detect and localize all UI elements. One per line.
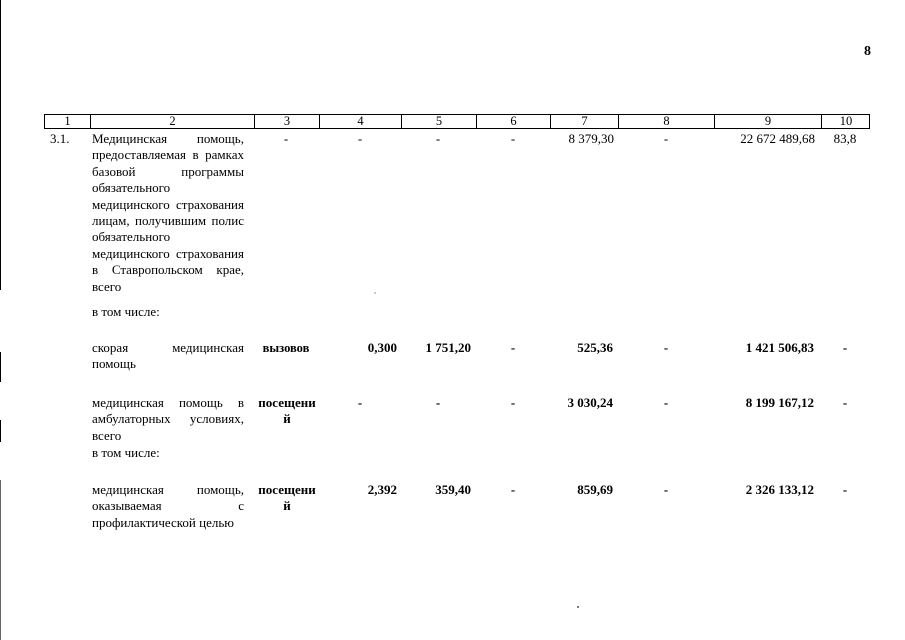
header-cell: 8 [663, 114, 670, 128]
unit-cell: посещений [258, 482, 316, 514]
value-cell: - [510, 482, 516, 497]
value-cell: 8 379,30 [568, 131, 614, 146]
value-cell: - [357, 131, 363, 146]
header-cell: 1 [64, 114, 71, 128]
row-number: 3.1. [50, 131, 70, 146]
value-cell: 2 326 133,12 [745, 482, 814, 497]
row-description: Медицинская помощь, предоставляемая в рамках базовой программы обязательного медицинского страхования лицам, получившим полис обязательного медицинского страхования в Ставропольском крае, всего [92, 131, 244, 294]
value-cell: - [510, 340, 516, 355]
scan-speck [577, 606, 579, 608]
header-cell: 10 [839, 114, 853, 128]
header-cell: 2 [169, 114, 176, 128]
unit-cell: посещений [258, 395, 316, 427]
value-cell: 1 421 506,83 [745, 340, 814, 355]
value-cell: - [842, 482, 848, 497]
value-cell: 525,36 [577, 340, 613, 355]
scan-speck [374, 292, 376, 294]
scan-edge-mark [0, 420, 1, 442]
table-header-row [44, 114, 870, 129]
unit-cell: вызовов [262, 341, 310, 355]
row-description: медицинская помощь в амбулаторных условиях, всего [92, 395, 244, 443]
row-description: скорая медицинская помощь [92, 340, 244, 372]
value-cell: - [842, 395, 848, 410]
value-cell: - [435, 131, 441, 146]
value-cell: 8 199 167,12 [745, 395, 814, 410]
value-cell: - [842, 340, 848, 355]
header-cell: 7 [581, 114, 588, 128]
page-number: 8 [864, 44, 871, 59]
value-cell: 2,392 [367, 482, 397, 497]
row-description-tail: в том числе: [92, 304, 160, 319]
value-cell: - [510, 395, 516, 410]
value-cell: 3 030,24 [567, 395, 613, 410]
header-cell: 5 [435, 114, 443, 128]
scan-edge-mark [0, 480, 1, 640]
value-cell: - [663, 395, 669, 410]
value-cell: 859,69 [577, 482, 613, 497]
value-cell: 1 751,20 [425, 340, 471, 355]
value-cell: 359,40 [435, 482, 471, 497]
value-cell: - [510, 131, 516, 146]
scan-edge-mark [0, 0, 1, 290]
value-cell: 83,8 [833, 131, 857, 146]
header-cell: 6 [510, 114, 517, 128]
row-description: медицинская помощь, оказываемая с профилактической целью [92, 482, 244, 530]
row-description-tail: в том числе: [92, 445, 160, 460]
scan-edge-mark [0, 352, 1, 382]
value-cell: 22 672 489,68 [740, 131, 815, 146]
value-cell: - [663, 340, 669, 355]
header-cell: 9 [764, 114, 772, 128]
value-cell: - [357, 395, 363, 410]
header-cell: 4 [357, 114, 364, 128]
value-cell: - [663, 482, 669, 497]
value-cell: - [663, 131, 669, 146]
header-cell: 3 [283, 114, 291, 128]
value-cell: - [435, 395, 441, 410]
unit-cell: - [283, 131, 289, 146]
value-cell: 0,300 [367, 340, 397, 355]
